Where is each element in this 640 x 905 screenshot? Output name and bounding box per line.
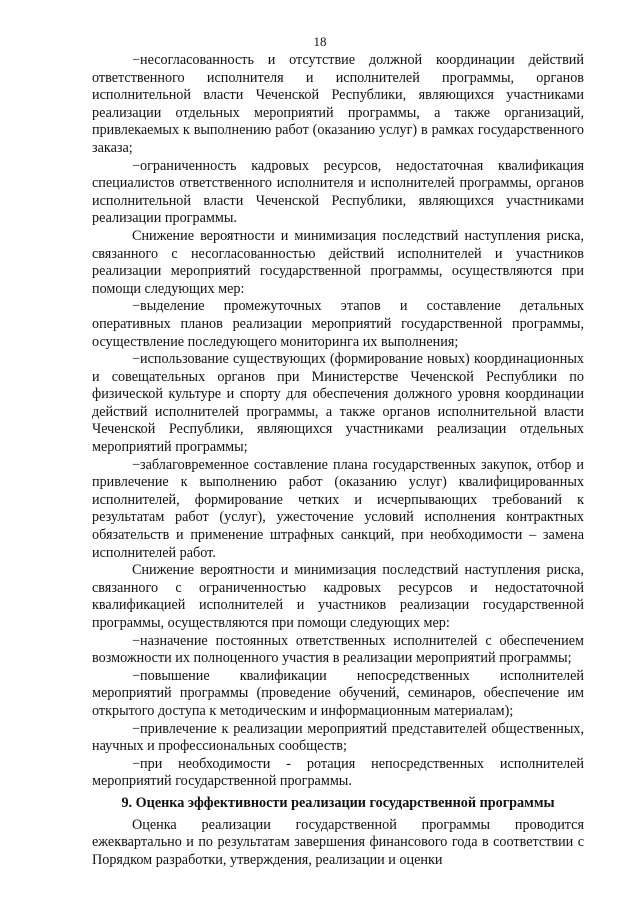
paragraph-evaluation: Оценка реализации государственной программы проводится ежеквартально и по результатам завершения финансового года в соответствии с Порядком разработки, утверждения, реализации и оценки xyxy=(92,816,584,868)
paragraph-risk-coordination: −несогласованность и отсутствие должной координации действий ответственного исполнителя и исполнителей программы, органов исполнительной власти Чеченской Республики, являющихся участниками реализации отдельных мероприятий программы, а также организаций, привлекаемых к выполнению работ (оказанию услуг) в рамках государственного заказа; xyxy=(92,52,584,156)
list-item-intermediate-stages: −выделение промежуточных этапов и составление детальных оперативных планов реализации мероприятий государственной программы, осуществление последующего мониторинга их выполнения; xyxy=(92,298,584,350)
list-item-procurement-plan: −заблаговременное составление плана государственных закупок, отбор и привлечение к выполнению работ (оказанию услуг) квалифицированных исполнителей, формирование четких и исчерпывающих требований к результатам работ (услуг), ужесточение условий исполнения контрактных обязательств и применение штрафных санкций, при необходимости – замена исполнителей работ. xyxy=(92,456,584,561)
page-number: 18 xyxy=(313,34,327,49)
list-item-permanent-executors: −назначение постоянных ответственных исполнителей с обеспечением возможности их полноценного участия в реализации мероприятий программы; xyxy=(92,632,584,667)
list-item-coordination-bodies: −использование существующих (формирование новых) координационных и совещательных органов при Министерстве Чеченской Республики по физической культуре и спорту для обеспечения должного уровня координации действий исполнителей программы, а также органов исполнительной власти Чеченской Республики, являющихся участниками реализации отдельных мероприятий программы; xyxy=(92,351,584,456)
paragraph-risk-staff: −ограниченность кадровых ресурсов, недостаточная квалификация специалистов ответственного исполнителя и исполнителей программы, органов исполнительной власти Чеченской Республики, являющихся участниками реализации программы. xyxy=(92,157,584,227)
section-heading: 9. Оценка эффективности реализации государственной программы xyxy=(121,794,555,811)
paragraph-coordination-measures-intro: Снижение вероятности и минимизация последствий наступления риска, связанного с несогласованностью действий исполнителей и участников реализации мероприятий государственной программы, осуществляются при помощи следующих мер: xyxy=(92,227,584,297)
list-item-qualification: −повышение квалификации непосредственных исполнителей мероприятий программы (проведение обучений, семинаров, обеспечение им открытого доступа к методическим и информационным материалам); xyxy=(92,667,584,719)
list-item-communities: −привлечение к реализации мероприятий представителей общественных, научных и профессиональных сообществ; xyxy=(92,720,584,755)
paragraph-staff-measures-intro: Снижение вероятности и минимизация последствий наступления риска, связанного с ограниченностью кадровых ресурсов и недостаточной квалификацией исполнителей и участников реализации государственной программы, осуществляются при помощи следующих мер: xyxy=(92,562,584,631)
document-body xyxy=(92,52,584,869)
list-item-rotation: −при необходимости - ротация непосредственных исполнителей мероприятий государственной программы. xyxy=(92,755,584,790)
